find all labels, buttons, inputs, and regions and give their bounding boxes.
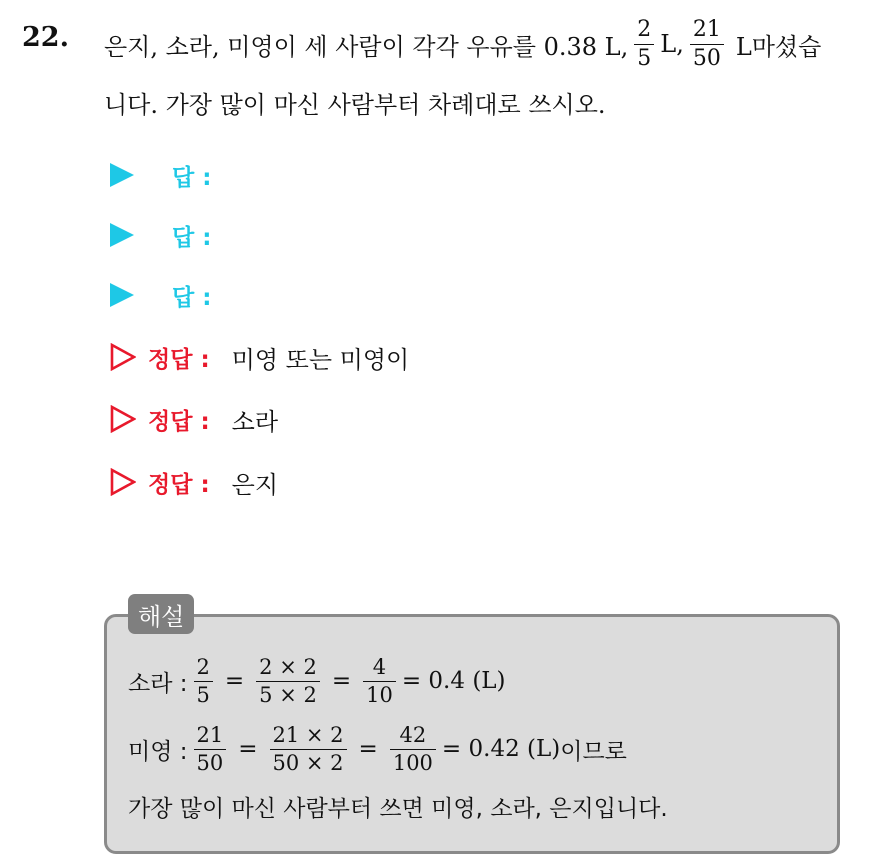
explanation-result: = 0.42 (L) bbox=[441, 736, 561, 762]
answer-label: 답 : bbox=[172, 224, 212, 251]
explanation-name: 소라 : bbox=[128, 670, 188, 697]
explanation-tag: 해설 bbox=[128, 594, 194, 634]
answer-row-2 bbox=[110, 215, 211, 255]
question-number: 22. bbox=[22, 22, 69, 53]
equals-sign: = bbox=[331, 668, 352, 694]
fraction-numerator: 21 bbox=[196, 722, 224, 747]
triangle-filled-icon bbox=[110, 163, 134, 187]
fraction-numerator: 2 bbox=[196, 654, 210, 679]
fraction bbox=[194, 722, 227, 775]
explanation-line-sora bbox=[128, 650, 506, 712]
fraction bbox=[270, 722, 347, 775]
fraction-numerator: 21 bbox=[692, 16, 721, 42]
fraction-21-50 bbox=[690, 16, 724, 71]
fraction-denominator: 100 bbox=[390, 749, 436, 774]
explanation-result: = 0.4 (L) bbox=[401, 668, 506, 694]
explanation-name: 미영 : bbox=[128, 738, 188, 765]
equals-sign: = bbox=[358, 736, 378, 762]
fraction-numerator: 4 bbox=[372, 654, 387, 679]
question-text-line2 bbox=[104, 82, 606, 122]
fraction-denominator: 5 bbox=[194, 681, 213, 706]
question-line2: 니다. 가장 많이 마신 사람부터 차례대로 쓰시오. bbox=[104, 90, 606, 119]
answer-row-1 bbox=[110, 155, 211, 195]
triangle-filled-icon bbox=[110, 223, 134, 247]
fraction-2-5 bbox=[634, 16, 654, 71]
fraction-denominator: 50 bbox=[194, 749, 227, 774]
triangle-outline-icon bbox=[110, 468, 136, 496]
equals-sign: = bbox=[224, 668, 245, 694]
correct-answer-row-3 bbox=[110, 462, 278, 502]
fraction-denominator: 5 bbox=[634, 44, 654, 70]
correct-answer-value: 은지 bbox=[231, 470, 279, 499]
correct-answer-label: 정답 : bbox=[148, 471, 210, 498]
correct-answer-value: 소라 bbox=[231, 407, 279, 436]
correct-answer-row-2 bbox=[110, 399, 278, 439]
fraction bbox=[256, 654, 320, 707]
correct-answer-label: 정답 : bbox=[148, 408, 210, 435]
correct-answer-value: 미영 또는 미영이 bbox=[231, 345, 410, 374]
triangle-filled-icon bbox=[110, 283, 134, 307]
answer-label: 답 : bbox=[172, 164, 212, 191]
fraction-numerator: 42 bbox=[399, 722, 427, 747]
explanation-suffix: 이므로 bbox=[560, 738, 627, 765]
fraction-numerator: 2 × 2 bbox=[259, 654, 317, 679]
fraction-numerator: 2 bbox=[637, 16, 652, 42]
question-part2: L, bbox=[660, 30, 684, 58]
fraction-denominator: 10 bbox=[363, 681, 396, 706]
correct-answer-row-1 bbox=[110, 337, 409, 377]
answer-row-3 bbox=[110, 275, 211, 315]
fraction bbox=[390, 722, 436, 775]
explanation-line-conclusion bbox=[128, 786, 668, 826]
triangle-outline-icon bbox=[110, 343, 136, 371]
explanation-line-miyoung bbox=[128, 718, 627, 780]
correct-answer-label: 정답 : bbox=[148, 346, 210, 373]
fraction-denominator: 5 × 2 bbox=[256, 681, 320, 706]
triangle-outline-icon bbox=[110, 405, 136, 433]
question-part1: 은지, 소라, 미영이 세 사람이 각각 우유를 0.38 L, bbox=[104, 32, 629, 61]
question-part3: L마셨습 bbox=[735, 32, 822, 61]
fraction-denominator: 50 bbox=[690, 44, 724, 70]
fraction bbox=[363, 654, 396, 707]
answer-label: 답 : bbox=[172, 284, 212, 311]
fraction-numerator: 21 × 2 bbox=[272, 722, 344, 747]
fraction bbox=[194, 654, 213, 707]
explanation-conclusion: 가장 많이 마신 사람부터 쓰면 미영, 소라, 은지입니다. bbox=[128, 795, 668, 822]
question-text-line1 bbox=[104, 14, 821, 74]
equals-sign: = bbox=[238, 736, 258, 762]
fraction-denominator: 50 × 2 bbox=[270, 749, 347, 774]
